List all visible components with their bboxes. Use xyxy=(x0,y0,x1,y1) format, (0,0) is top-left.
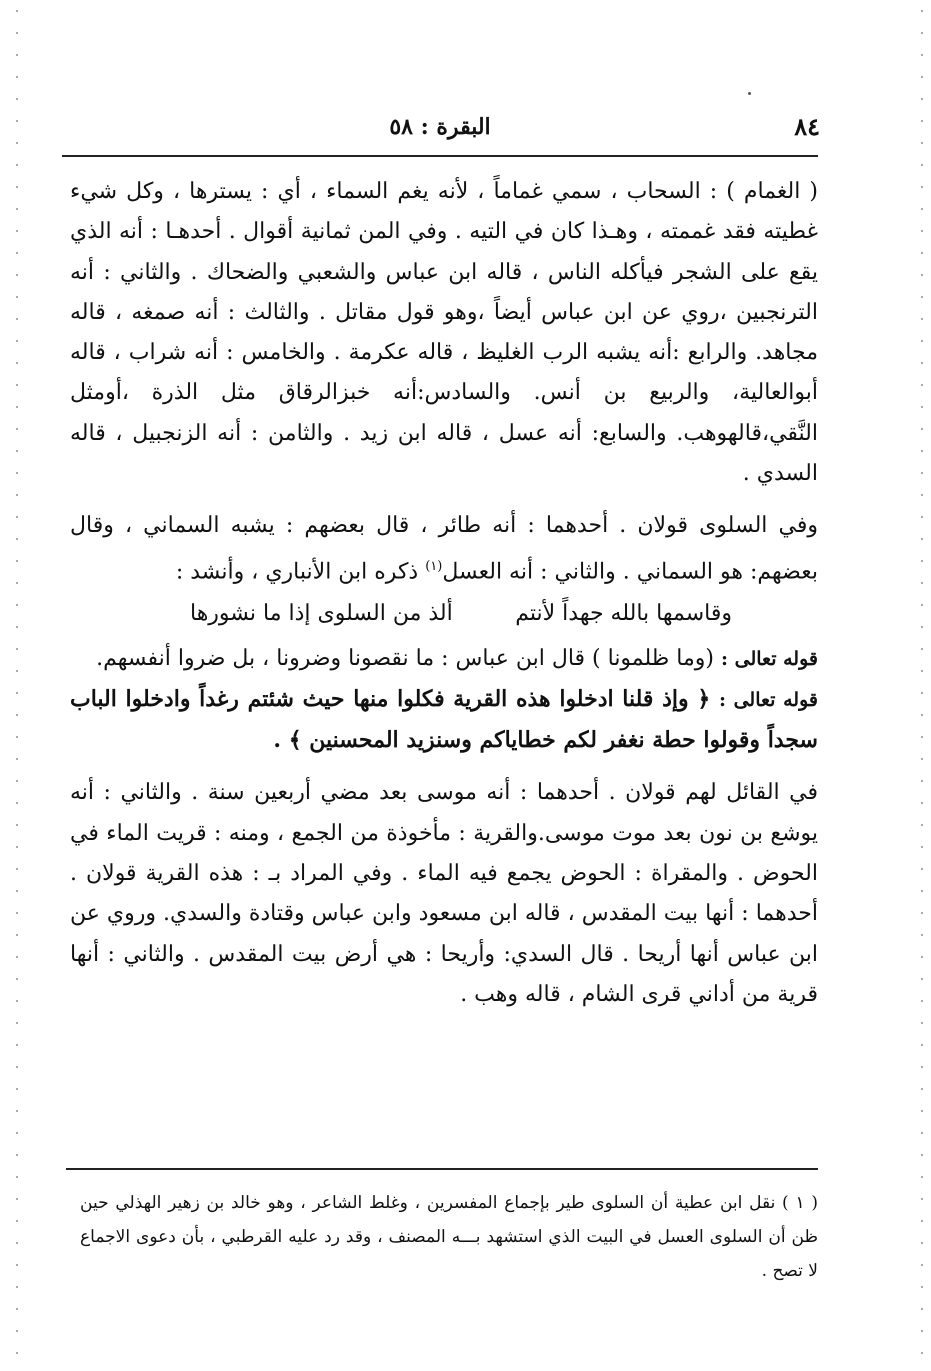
verse-second-hemistich: ألذ من السلوى إذا ما نشورها xyxy=(190,601,453,627)
page-edge-right xyxy=(919,0,925,1371)
running-title: البقرة : ٥٨ xyxy=(389,114,491,140)
verse-first-hemistich: وقاسمها بالله جهداً لأنتم xyxy=(515,601,732,627)
footnote-text: ( ١ ) نقل ابن عطية أن السلوى طير بإجماع المفسرين ، وغلط الشاعر ، وهو خالد بن زهير الهذلي حين ظن أن السلوى العسل في البيت الذي استشهد بـــه المصنف ، وقد رد عليه القرطبي ، بأن دعوى الاجماع لا تصح . xyxy=(80,1193,818,1281)
paragraph-village: في القائل لهم قولان . أحدهما : أنه موسى بعد مضي أربعين سنة . والثاني : أنه يوشع بن نون بعد موت موسى.والقرية : مأخوذة من الجمع ، ومنه : قريت الماء في الحوض . والمقراة : الحوض يجمع فيه الماء . وفي المراد بـ : هذه القرية قولان . أحدهما : أنها بيت المقدس ، قاله ابن مسعود وابن عباس وقتادة والسدي. وروي عن ابن عباس أنها أريحا . قال السدي: وأريحا : هي أرض بيت المقدس . والثاني : أنها قرية من أداني قرى الشام ، قاله وهب . xyxy=(70,780,818,1007)
header-rule xyxy=(62,155,818,157)
paragraph-qawl-2 xyxy=(70,679,818,762)
page-header xyxy=(60,112,820,152)
footnote xyxy=(80,1186,818,1288)
paragraph-salwa-part-1: وفي السلوى قولان . أحدهما : أنه طائر ، قال بعضهم : يشبه السماني ، وقال بعضهم: هو السماني . والثاني : أنه العسل xyxy=(70,513,818,584)
paragraph-salwa-part-2: ذكره ابن الأنباري ، وأنشد : xyxy=(175,559,426,584)
page-edge-left xyxy=(14,0,20,1371)
paragraph-qawl-1 xyxy=(70,639,818,679)
qawl-label: قوله تعالى : xyxy=(718,688,818,711)
footnote-reference: (١) xyxy=(425,558,443,574)
paragraph-salwa xyxy=(70,506,818,592)
qawl-text: (وما ظلمونا ) قال ابن عباس : ما نقصونا وضرونا ، بل ضروا أنفسهم. xyxy=(96,645,721,671)
qawl-label: قوله تعالى : xyxy=(721,647,818,670)
poetry-verse xyxy=(70,594,818,634)
page-number: ٨٤ xyxy=(794,112,820,141)
paragraph-manna: ( الغمام ) : السحاب ، سمي غماماً ، لأنه يغم السماء ، أي : يسترها ، وكل شيء غطيته فقد غممته ، وهـذا كان في التيه . وفي المن ثمانية أقوال . أحدهـا : أنه الذي يقع على الشجر فيأكله الناس ، قاله ابن عباس والشعبي والضحاك . والثاني : أنه الترنجبين ،روي عن ابن عباس أيضاً ،وهو قول مقاتل . والثالث : أنه صمغه ، قاله مجاهد. والرابع :أنه يشبه الرب الغليظ ، قاله عكرمة . والخامس : أنه شراب ، قاله أبوالعالية، والربيع بن أنس. والسادس:أنه خبزالرقاق مثل الذرة ،أومثل النَّقي،قالهوهب. والسابع: أنه عسل ، قاله ابن زيد . والثامن : أنه الزنجبيل ، قاله السدي . xyxy=(70,179,818,487)
main-text xyxy=(70,172,818,1015)
footnote-rule xyxy=(66,1168,818,1170)
quran-verse: ﴿ وإذ قلنا ادخلوا هذه القرية فكلوا منها حيث شئتم رغداً وادخلوا الباب سجداً وقولوا حطة نغفر لكم خطاياكم وسنزيد المحسنين ﴾ . xyxy=(70,685,818,754)
ink-speck xyxy=(748,92,751,95)
